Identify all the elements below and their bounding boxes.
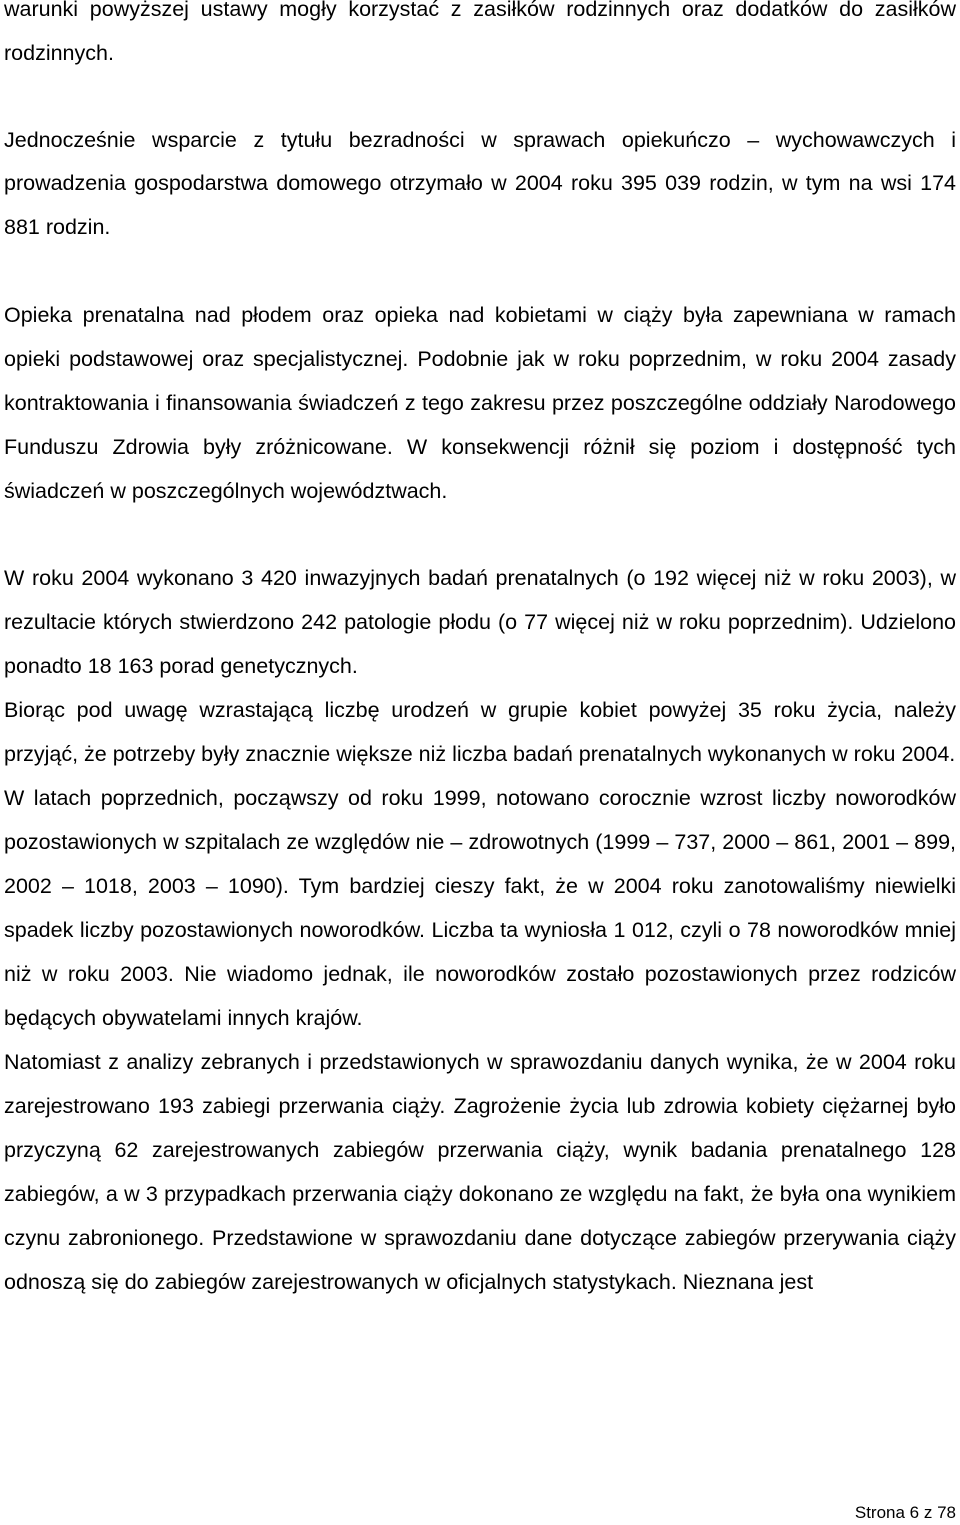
paragraph-births-over-35: Biorąc pod uwagę wzrastającą liczbę urodzeń w grupie kobiet powyżej 35 roku życia, należy przyjąć, że potrzeby były znacznie większe niż liczba badań prenatalnych wykonanych w roku 2004. [4,698,956,766]
document-page [4,0,956,1304]
paragraph-abandoned-newborns: W latach poprzednich, począwszy od roku 1999, notowano corocznie wzrost liczby noworodków pozostawionych w szpitalach ze względów nie – zdrowotnych (1999 – 737, 2000 – 861, 2001 – 899, 2002 – 1018, 2003 – 1090). Tym bardziej cieszy fakt, że w 2004 roku zanotowaliśmy niewielki spadek liczby pozostawionych noworodków. Liczba ta wyniosła 1 012, czyli o 78 noworodków mniej niż w roku 2003. Nie wiadomo jednak, ile noworodków zostało pozostawionych przez rodziców będących obywatelami innych krajów. [4,786,956,1030]
paragraph-abortion-statistics: Natomiast z analizy zebranych i przedstawionych w sprawozdaniu danych wynika, że w 2004 roku zarejestrowano 193 zabiegi przerwania ciąży. Zagrożenie życia lub zdrowia kobiety ciężarnej było przyczyną 62 zarejestrowanych zabiegów przerwania ciąży, wynik badania prenatalnego 128 zabiegów, a w 3 przypadkach przerwania ciąży dokonano ze względu na fakt, że była ona wynikiem czynu zabronionego. Przedstawione w sprawozdaniu dane dotyczące zabiegów przerywania ciąży odnoszą się do zabiegów zarejestrowanych w oficjalnych statystykach. Nieznana jest [4,1050,956,1294]
paragraph-gap [4,75,956,119]
page-number: Strona 6 z 78 [854,1503,956,1522]
paragraph-gap [4,249,956,293]
paragraph-gap [4,513,956,557]
paragraph-prenatal-care: Opieka prenatalna nad płodem oraz opieka nad kobietami w ciąży była zapewniana w ramach opieki podstawowej oraz specjalistycznej. Podobnie jak w roku poprzednim, w roku 2004 zasady kontraktowania i finansowania świadczeń z tego zakresu przez poszczególne oddziały Narodowego Funduszu Zdrowia były zróżnicowane. W konsekwencji różnił się poziom i dostępność tych świadczeń w poszczególnych województwach. [4,302,956,503]
paragraph-helplessness-support: Jednocześnie wsparcie z tytułu bezradności w sprawach opiekuńczo – wychowawczych i prowadzenia gospodarstwa domowego otrzymało w 2004 roku 395 039 rodzin, w tym na wsi 174 881 rodzin. [4,127,956,239]
paragraph-benefits-end: warunki powyższej ustawy mogły korzystać z zasiłków rodzinnych oraz dodatków do zasiłków rodzinnych. [4,0,956,65]
paragraph-prenatal-tests: W roku 2004 wykonano 3 420 inwazyjnych badań prenatalnych (o 192 więcej niż w roku 2003), w rezultacie których stwierdzono 242 patologie płodu (o 77 więcej niż w roku poprzednim). Udzielono ponadto 18 163 porad genetycznych. [4,566,956,678]
